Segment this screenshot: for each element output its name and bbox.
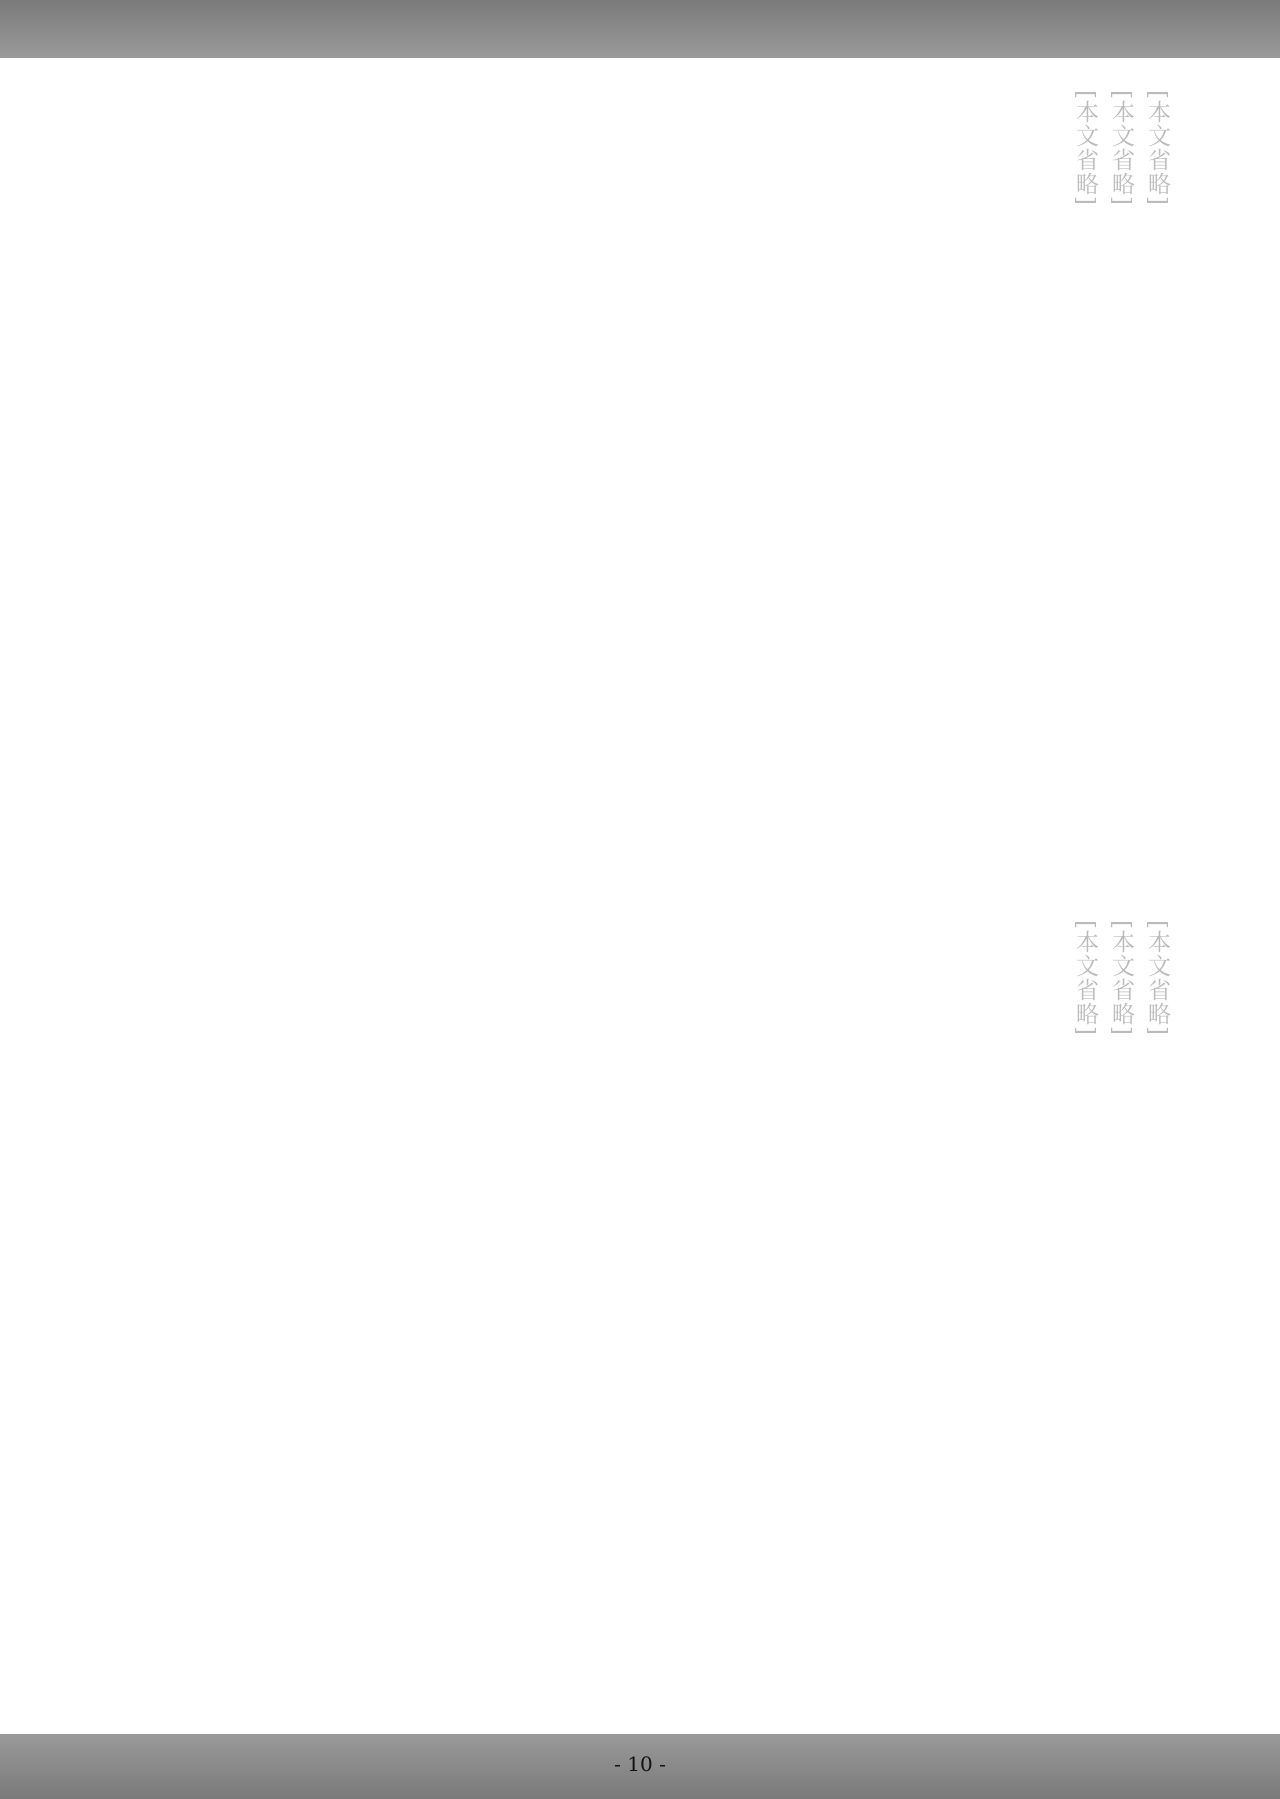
upper-text-tier xyxy=(115,90,1175,880)
header-bar xyxy=(0,0,1280,58)
lower-text-tier xyxy=(115,920,1175,1710)
text-line: [本文省略] xyxy=(1144,920,1170,1036)
page-number: - 10 - xyxy=(614,1752,666,1776)
text-line: [本文省略] xyxy=(1144,90,1170,206)
text-line: [本文省略] xyxy=(1108,90,1134,206)
text-line: [本文省略] xyxy=(1072,90,1098,206)
text-line: [本文省略] xyxy=(1072,920,1098,1036)
text-line: [本文省略] xyxy=(1108,920,1134,1036)
